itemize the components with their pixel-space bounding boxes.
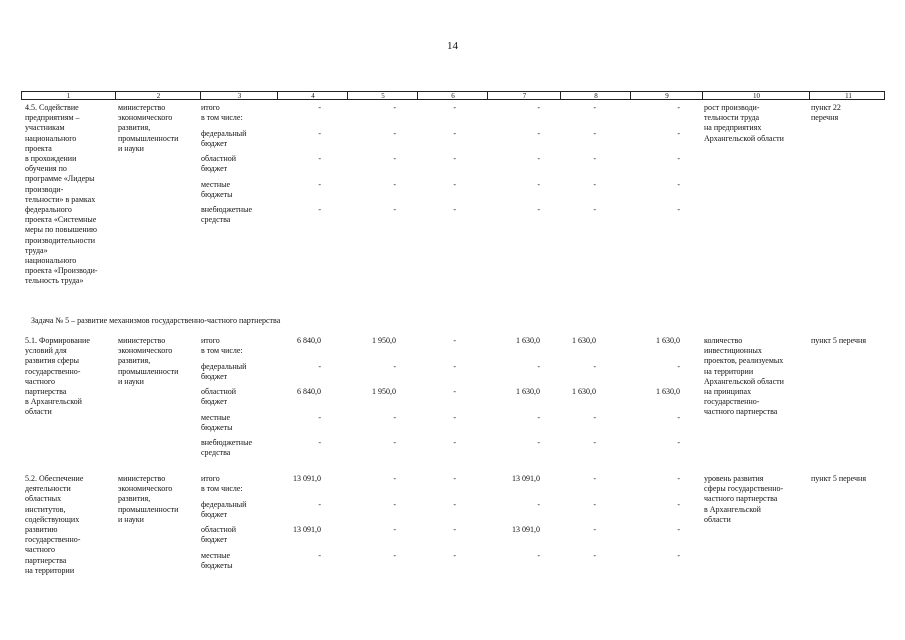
value-cell: 6 840,0 [297,336,321,345]
value-cell: - [393,361,396,371]
value-cell: - [393,128,396,138]
value-cell: - [537,550,540,560]
value-cell: - [393,154,396,163]
row-executor: министерство экономического развития, промышленности и науки [118,474,179,524]
value-cell: - [593,128,596,138]
value-cell: - [318,103,321,112]
value-cell: - [537,438,540,447]
value-cell: 1 630,0 [572,336,596,345]
value-cell: - [393,474,396,483]
funding-source: итого в том числе: [201,474,243,494]
value-cell: - [453,525,456,534]
header-col-7: 7 [487,92,561,99]
value-cell: 13 091,0 [293,474,321,483]
value-cell: - [318,499,321,509]
row-executor: министерство экономического развития, промышленности и науки [118,103,179,153]
row-link: пункт 5 перечня [811,336,867,345]
header-col-1: 1 [66,92,71,100]
row-item: 4.5. Содействие предприятиям – участникам национального проекта в прохождении обучения по программе «Лидеры производи- тельности» в рамках федерального проекта «Системные меры по повышению производительности труда» национального проекта «Производи- тельность труда» [25,103,98,286]
value-cell: - [453,474,456,483]
value-cell: - [677,128,680,138]
funding-source: итого в том числе: [201,336,243,356]
value-cell: - [677,179,680,189]
header-col-5: 5 [347,92,418,99]
value-cell: 1 950,0 [372,387,396,396]
value-cell: - [453,550,456,560]
value-cell: - [453,499,456,509]
value-cell: - [453,438,456,447]
value-cell: - [537,179,540,189]
value-cell: - [318,128,321,138]
funding-source: областной бюджет [201,387,237,407]
task-heading: Задача № 5 – развитие механизмов государственно-частного партнерства [31,316,281,325]
value-cell: - [593,103,596,112]
value-cell: - [453,154,456,163]
header-col-4: 4 [277,92,348,99]
value-cell: - [318,550,321,560]
funding-source: внебюджетные средства [201,205,252,225]
value-cell: 1 630,0 [656,387,680,396]
header-col-10: 10 [702,92,810,99]
page-number: 14 [447,40,458,52]
value-cell: 1 630,0 [572,387,596,396]
value-cell: - [453,103,456,112]
value-cell: - [593,412,596,422]
value-cell: - [393,179,396,189]
value-cell: - [393,499,396,509]
header-col-2: 2 [115,92,201,99]
value-cell: - [453,128,456,138]
value-cell: - [393,205,396,214]
value-cell: - [677,525,680,534]
value-cell: - [393,412,396,422]
funding-source: внебюджетные средства [201,438,252,458]
row-link: пункт 5 перечня [811,474,867,483]
value-cell: 1 630,0 [516,387,540,396]
value-cell: - [677,499,680,509]
row-indicator: рост производи- тельности труда на предприятиях Архангельской области [704,103,784,143]
value-cell: - [677,205,680,214]
value-cell: - [453,387,456,396]
value-cell: - [318,205,321,214]
value-cell: - [677,550,680,560]
funding-source: областной бюджет [201,154,237,174]
value-cell: - [593,550,596,560]
row-indicator: уровень развития сферы государственно- частного партнерства в Архангельской области [704,474,784,524]
header-col-8: 8 [560,92,631,99]
value-cell: 13 091,0 [293,525,321,534]
value-cell: - [537,205,540,214]
value-cell: - [318,361,321,371]
value-cell: - [453,412,456,422]
header-col-11: 11 [809,92,887,99]
value-cell: - [677,361,680,371]
value-cell: - [393,550,396,560]
value-cell: - [318,179,321,189]
value-cell: 1 950,0 [372,336,396,345]
row-item: 5.1. Формирование условий для развития сферы государственно- частного партнерства в Архангельской области [25,336,90,417]
value-cell: - [677,412,680,422]
value-cell: - [537,499,540,509]
value-cell: - [318,438,321,447]
row-item: 5.2. Обеспечение деятельности областных институтов, содействующих развитию государственно- частного партнерства на территории [25,474,84,575]
table-header [21,91,885,100]
value-cell: 1 630,0 [656,336,680,345]
value-cell: - [537,154,540,163]
funding-source: областной бюджет [201,525,237,545]
value-cell: - [393,438,396,447]
value-cell: - [677,474,680,483]
funding-source: итого в том числе: [201,103,243,123]
funding-source: федеральный бюджет [201,128,247,148]
row-indicator: количество инвестиционных проектов, реализуемых на территории Архангельской области на принципах государственно- частного партнерства [704,336,784,417]
funding-source: федеральный бюджет [201,499,247,519]
value-cell: - [593,499,596,509]
value-cell: - [393,103,396,112]
value-cell: - [537,361,540,371]
value-cell: - [593,474,596,483]
value-cell: - [453,336,456,345]
row-executor: министерство экономического развития, промышленности и науки [118,336,179,386]
value-cell: - [593,205,596,214]
value-cell: 13 091,0 [512,474,540,483]
funding-source: федеральный бюджет [201,361,247,381]
header-col-9: 9 [630,92,703,99]
funding-source: местные бюджеты [201,179,233,199]
value-cell: - [677,103,680,112]
value-cell: 6 840,0 [297,387,321,396]
funding-source: местные бюджеты [201,412,233,432]
row-link: пункт 22 перечня [811,103,841,123]
header-col-6: 6 [417,92,488,99]
value-cell: - [318,154,321,163]
value-cell: - [593,525,596,534]
value-cell: - [677,438,680,447]
value-cell: - [318,412,321,422]
value-cell: - [593,154,596,163]
value-cell: - [537,128,540,138]
value-cell: 13 091,0 [512,525,540,534]
value-cell: - [393,525,396,534]
header-col-3: 3 [200,92,278,99]
value-cell: - [453,205,456,214]
value-cell: - [593,179,596,189]
value-cell: - [537,412,540,422]
value-cell: - [677,154,680,163]
value-cell: - [593,361,596,371]
value-cell: - [537,103,540,112]
value-cell: - [593,438,596,447]
value-cell: 1 630,0 [516,336,540,345]
value-cell: - [453,179,456,189]
value-cell: - [453,361,456,371]
funding-source: местные бюджеты [201,550,233,570]
